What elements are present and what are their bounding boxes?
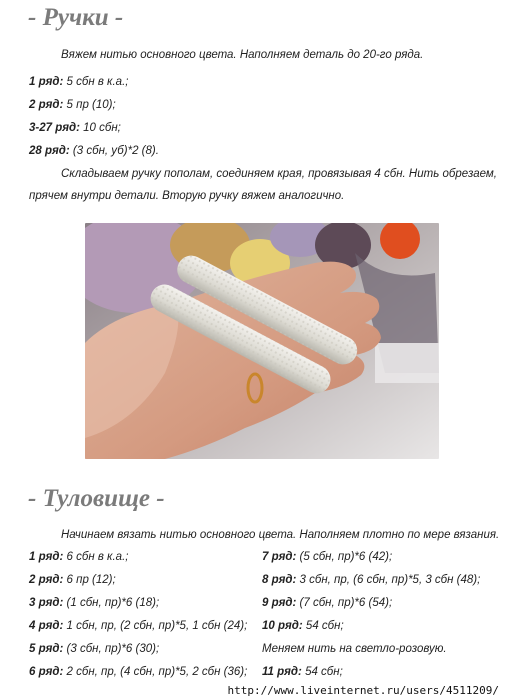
body-row-5	[29, 642, 159, 657]
row-text: 6 пр (12);	[63, 574, 116, 586]
row-text: 6 сбн в к.а.;	[63, 551, 129, 563]
row-text: (1 сбн, пр)*6 (18);	[63, 597, 160, 609]
row-label: 7 ряд:	[262, 551, 297, 563]
body-row-8	[262, 573, 480, 588]
row-text: 1 сбн, пр, (2 сбн, пр)*5, 1 сбн (24);	[63, 620, 248, 632]
row-label: 3 ряд:	[29, 597, 64, 609]
row-label: 1 ряд:	[29, 551, 64, 563]
body-color-change-note	[262, 642, 447, 657]
handles-row-3	[29, 121, 121, 136]
section-title-handles: - Ручки -	[28, 4, 124, 31]
row-text: (7 сбн, пр)*6 (54);	[296, 597, 393, 609]
row-text: 54 сбн;	[301, 666, 343, 678]
knitted-handles-photo	[85, 223, 439, 459]
handles-intro: Вяжем нитью основного цвета. Наполняем деталь до 20-го ряда.	[61, 49, 424, 61]
handles-paragraph-line-1: Складываем ручку пополам, соединяем края, провязывая 4 сбн. Нить обрезаем,	[61, 168, 497, 180]
row-label: 9 ряд:	[262, 597, 297, 609]
body-row-2	[29, 573, 116, 588]
row-label: 10 ряд:	[262, 620, 303, 632]
handles-paragraph-line-2: прячем внутри детали. Вторую ручку вяжем аналогично.	[29, 190, 345, 202]
body-row-11	[262, 665, 343, 680]
body-intro: Начинаем вязать нитью основного цвета. Наполняем плотно по мере вязания.	[61, 529, 500, 541]
row-label: 28 ряд:	[29, 145, 70, 157]
row-text: (3 сбн, уб)*2 (8).	[69, 145, 159, 157]
row-text: 5 сбн в к.а.;	[63, 76, 129, 88]
section-title-body: - Туловище -	[28, 485, 165, 512]
handles-row-1	[29, 75, 128, 90]
body-row-9	[262, 596, 392, 611]
row-label: 2 ряд:	[29, 99, 64, 111]
row-text: 3 сбн, пр, (6 сбн, пр)*5, 3 сбн (48);	[296, 574, 481, 586]
body-row-10	[262, 619, 344, 634]
row-label: 3-27 ряд:	[29, 122, 80, 134]
row-label: 1 ряд:	[29, 76, 64, 88]
row-text: (3 сбн, пр)*6 (30);	[63, 643, 160, 655]
row-text: 54 сбн;	[302, 620, 344, 632]
handles-row-2	[29, 98, 116, 113]
body-row-4	[29, 619, 247, 634]
row-text: 10 сбн;	[79, 122, 121, 134]
source-url-watermark: http://www.liveinternet.ru/users/4511209/	[227, 684, 499, 697]
row-label: 2 ряд:	[29, 574, 64, 586]
body-row-7	[262, 550, 392, 565]
row-text: 5 пр (10);	[63, 99, 116, 111]
body-row-6	[29, 665, 247, 680]
row-text: Меняем нить на светло-розовую.	[262, 643, 447, 655]
body-row-1	[29, 550, 128, 565]
row-label: 4 ряд:	[29, 620, 64, 632]
handles-row-4	[29, 144, 159, 159]
row-text: (5 сбн, пр)*6 (42);	[296, 551, 393, 563]
row-label: 8 ряд:	[262, 574, 297, 586]
body-row-3	[29, 596, 159, 611]
row-text: 2 сбн, пр, (4 сбн, пр)*5, 2 сбн (36);	[63, 666, 248, 678]
row-label: 11 ряд:	[262, 666, 302, 678]
row-label: 5 ряд:	[29, 643, 64, 655]
row-label: 6 ряд:	[29, 666, 64, 678]
